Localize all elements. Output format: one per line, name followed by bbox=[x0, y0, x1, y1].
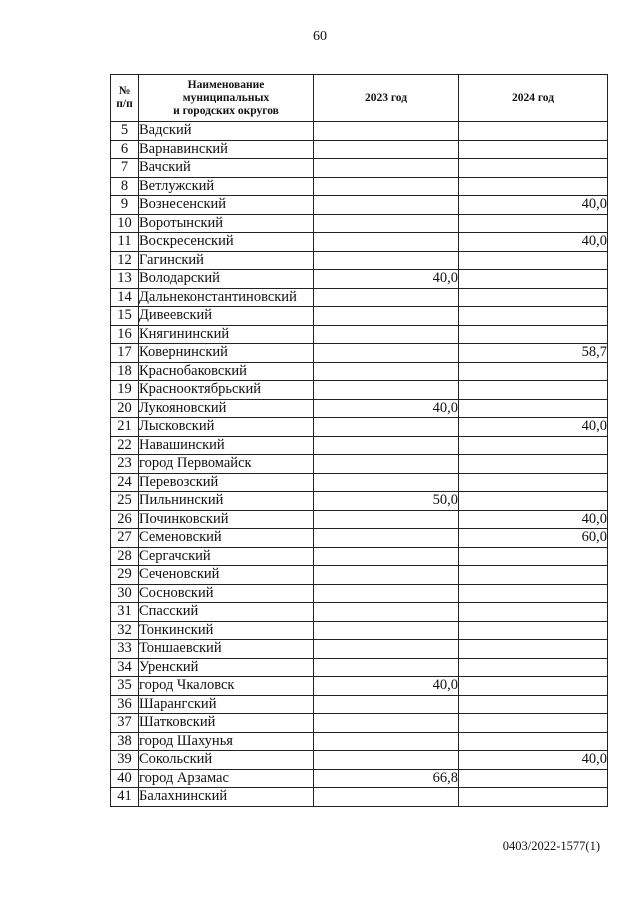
table-row bbox=[111, 214, 608, 233]
row-municipality-name: Шатковский bbox=[139, 714, 314, 733]
row-municipality-name: Сосновский bbox=[139, 584, 314, 603]
row-value-2023: 40,0 bbox=[314, 677, 459, 696]
table-row bbox=[111, 621, 608, 640]
row-number: 9 bbox=[111, 196, 139, 215]
row-value-2023 bbox=[314, 714, 459, 733]
row-value-2024 bbox=[459, 769, 608, 788]
row-value-2023 bbox=[314, 436, 459, 455]
allocation-table bbox=[110, 74, 608, 807]
row-value-2024 bbox=[459, 436, 608, 455]
row-value-2024 bbox=[459, 251, 608, 270]
row-number: 23 bbox=[111, 455, 139, 474]
row-number: 12 bbox=[111, 251, 139, 270]
header-2023-label: 2023 год bbox=[364, 91, 408, 104]
table-row bbox=[111, 677, 608, 696]
row-number: 6 bbox=[111, 140, 139, 159]
row-value-2024: 58,7 bbox=[459, 344, 608, 363]
row-value-2023 bbox=[314, 640, 459, 659]
table-row bbox=[111, 233, 608, 252]
row-value-2024 bbox=[459, 214, 608, 233]
row-value-2024 bbox=[459, 547, 608, 566]
table-row bbox=[111, 399, 608, 418]
table-row bbox=[111, 510, 608, 529]
header-2023 bbox=[314, 75, 459, 122]
row-municipality-name: Сеченовский bbox=[139, 566, 314, 585]
row-municipality-name: Лукояновский bbox=[139, 399, 314, 418]
row-municipality-name: Вадский bbox=[139, 122, 314, 141]
row-number: 22 bbox=[111, 436, 139, 455]
row-municipality-name: Семеновский bbox=[139, 529, 314, 548]
row-number: 24 bbox=[111, 473, 139, 492]
row-value-2024 bbox=[459, 788, 608, 807]
row-number: 13 bbox=[111, 270, 139, 289]
row-municipality-name: Дивеевский bbox=[139, 307, 314, 326]
row-municipality-name: город Шахунья bbox=[139, 732, 314, 751]
table-row bbox=[111, 584, 608, 603]
row-number: 15 bbox=[111, 307, 139, 326]
table-row bbox=[111, 177, 608, 196]
row-number: 11 bbox=[111, 233, 139, 252]
row-municipality-name: Ковернинский bbox=[139, 344, 314, 363]
row-value-2023 bbox=[314, 140, 459, 159]
row-municipality-name: город Арзамас bbox=[139, 769, 314, 788]
table-row bbox=[111, 344, 608, 363]
row-value-2024 bbox=[459, 732, 608, 751]
row-municipality-name: Вачский bbox=[139, 159, 314, 178]
row-value-2024 bbox=[459, 288, 608, 307]
row-value-2023 bbox=[314, 418, 459, 437]
table-row bbox=[111, 418, 608, 437]
row-number: 34 bbox=[111, 658, 139, 677]
row-number: 8 bbox=[111, 177, 139, 196]
row-value-2023 bbox=[314, 196, 459, 215]
row-value-2023 bbox=[314, 381, 459, 400]
row-value-2023 bbox=[314, 177, 459, 196]
row-number: 39 bbox=[111, 751, 139, 770]
table-row bbox=[111, 159, 608, 178]
row-municipality-name: Пильнинский bbox=[139, 492, 314, 511]
header-2024-label: 2024 год bbox=[511, 91, 555, 104]
row-municipality-name: Навашинский bbox=[139, 436, 314, 455]
row-value-2024 bbox=[459, 640, 608, 659]
row-value-2023 bbox=[314, 566, 459, 585]
row-value-2023 bbox=[314, 603, 459, 622]
table-row bbox=[111, 381, 608, 400]
row-municipality-name: Варнавинский bbox=[139, 140, 314, 159]
header-number bbox=[111, 75, 139, 122]
row-value-2024 bbox=[459, 473, 608, 492]
row-value-2023 bbox=[314, 473, 459, 492]
row-value-2023 bbox=[314, 122, 459, 141]
table-row bbox=[111, 529, 608, 548]
row-value-2023 bbox=[314, 233, 459, 252]
row-value-2024: 40,0 bbox=[459, 233, 608, 252]
row-municipality-name: Тонкинский bbox=[139, 621, 314, 640]
row-number: 14 bbox=[111, 288, 139, 307]
row-number: 28 bbox=[111, 547, 139, 566]
row-municipality-name: Шарангский bbox=[139, 695, 314, 714]
table-row bbox=[111, 732, 608, 751]
header-number-label: № п/п bbox=[116, 85, 133, 110]
table-row bbox=[111, 695, 608, 714]
row-number: 30 bbox=[111, 584, 139, 603]
row-number: 20 bbox=[111, 399, 139, 418]
row-value-2024 bbox=[459, 584, 608, 603]
row-municipality-name: Балахнинский bbox=[139, 788, 314, 807]
row-value-2023: 40,0 bbox=[314, 270, 459, 289]
row-value-2023 bbox=[314, 325, 459, 344]
row-number: 10 bbox=[111, 214, 139, 233]
table-body bbox=[111, 122, 608, 807]
row-number: 17 bbox=[111, 344, 139, 363]
table-row bbox=[111, 288, 608, 307]
row-value-2023 bbox=[314, 695, 459, 714]
row-municipality-name: Краснооктябрьский bbox=[139, 381, 314, 400]
row-value-2024 bbox=[459, 325, 608, 344]
row-value-2024 bbox=[459, 566, 608, 585]
row-value-2023: 50,0 bbox=[314, 492, 459, 511]
page-number: 60 bbox=[313, 29, 327, 44]
row-number: 5 bbox=[111, 122, 139, 141]
table-row bbox=[111, 270, 608, 289]
table-row bbox=[111, 122, 608, 141]
row-municipality-name: Уренский bbox=[139, 658, 314, 677]
row-value-2024 bbox=[459, 658, 608, 677]
row-value-2023 bbox=[314, 751, 459, 770]
row-value-2023 bbox=[314, 307, 459, 326]
row-municipality-name: Тоншаевский bbox=[139, 640, 314, 659]
table-row bbox=[111, 492, 608, 511]
table-row bbox=[111, 603, 608, 622]
row-value-2023 bbox=[314, 362, 459, 381]
row-municipality-name: город Первомайск bbox=[139, 455, 314, 474]
row-value-2024 bbox=[459, 399, 608, 418]
table-row bbox=[111, 714, 608, 733]
table-row bbox=[111, 307, 608, 326]
header-name bbox=[139, 75, 314, 122]
row-value-2023 bbox=[314, 288, 459, 307]
row-number: 38 bbox=[111, 732, 139, 751]
row-municipality-name: Ветлужский bbox=[139, 177, 314, 196]
row-value-2024: 40,0 bbox=[459, 418, 608, 437]
row-value-2024 bbox=[459, 603, 608, 622]
row-municipality-name: Володарский bbox=[139, 270, 314, 289]
document-code: 0403/2022-1577(1) bbox=[502, 839, 600, 853]
table-row bbox=[111, 658, 608, 677]
table-row bbox=[111, 325, 608, 344]
row-value-2023 bbox=[314, 584, 459, 603]
table-row bbox=[111, 640, 608, 659]
table-row bbox=[111, 566, 608, 585]
row-value-2024 bbox=[459, 492, 608, 511]
row-number: 41 bbox=[111, 788, 139, 807]
row-value-2024: 40,0 bbox=[459, 510, 608, 529]
row-value-2023 bbox=[314, 547, 459, 566]
row-number: 7 bbox=[111, 159, 139, 178]
row-value-2024 bbox=[459, 159, 608, 178]
table-row bbox=[111, 140, 608, 159]
row-value-2024: 40,0 bbox=[459, 751, 608, 770]
row-municipality-name: Перевозский bbox=[139, 473, 314, 492]
row-number: 36 bbox=[111, 695, 139, 714]
table-row bbox=[111, 788, 608, 807]
row-value-2024 bbox=[459, 270, 608, 289]
header-name-label: Наименование муниципальных и городских округов bbox=[173, 78, 279, 117]
row-value-2023: 40,0 bbox=[314, 399, 459, 418]
row-value-2024 bbox=[459, 122, 608, 141]
row-municipality-name: Починковский bbox=[139, 510, 314, 529]
row-value-2023 bbox=[314, 658, 459, 677]
row-value-2023 bbox=[314, 344, 459, 363]
row-value-2023 bbox=[314, 510, 459, 529]
row-value-2024 bbox=[459, 695, 608, 714]
row-value-2024 bbox=[459, 714, 608, 733]
row-municipality-name: Сергачский bbox=[139, 547, 314, 566]
row-value-2023 bbox=[314, 732, 459, 751]
row-municipality-name: Краснобаковский bbox=[139, 362, 314, 381]
row-value-2023 bbox=[314, 251, 459, 270]
row-number: 31 bbox=[111, 603, 139, 622]
table-row bbox=[111, 751, 608, 770]
row-value-2024: 60,0 bbox=[459, 529, 608, 548]
row-value-2024 bbox=[459, 455, 608, 474]
row-municipality-name: Сокольский bbox=[139, 751, 314, 770]
row-value-2023 bbox=[314, 455, 459, 474]
row-number: 32 bbox=[111, 621, 139, 640]
row-municipality-name: город Чкаловск bbox=[139, 677, 314, 696]
row-number: 16 bbox=[111, 325, 139, 344]
row-value-2023 bbox=[314, 159, 459, 178]
row-value-2024 bbox=[459, 381, 608, 400]
row-number: 37 bbox=[111, 714, 139, 733]
row-number: 29 bbox=[111, 566, 139, 585]
row-value-2024: 40,0 bbox=[459, 196, 608, 215]
row-municipality-name: Воскресенский bbox=[139, 233, 314, 252]
row-value-2023 bbox=[314, 529, 459, 548]
table-row bbox=[111, 473, 608, 492]
row-value-2024 bbox=[459, 307, 608, 326]
row-value-2024 bbox=[459, 362, 608, 381]
table-row bbox=[111, 769, 608, 788]
row-municipality-name: Воротынский bbox=[139, 214, 314, 233]
row-value-2024 bbox=[459, 140, 608, 159]
row-number: 19 bbox=[111, 381, 139, 400]
row-value-2023 bbox=[314, 788, 459, 807]
row-value-2024 bbox=[459, 621, 608, 640]
row-municipality-name: Вознесенский bbox=[139, 196, 314, 215]
row-number: 25 bbox=[111, 492, 139, 511]
header-2024 bbox=[459, 75, 608, 122]
row-municipality-name: Гагинский bbox=[139, 251, 314, 270]
row-value-2023 bbox=[314, 214, 459, 233]
row-municipality-name: Спасский bbox=[139, 603, 314, 622]
row-number: 21 bbox=[111, 418, 139, 437]
row-municipality-name: Княгининский bbox=[139, 325, 314, 344]
row-value-2024 bbox=[459, 177, 608, 196]
row-municipality-name: Лысковский bbox=[139, 418, 314, 437]
row-value-2023: 66,8 bbox=[314, 769, 459, 788]
row-number: 27 bbox=[111, 529, 139, 548]
row-number: 40 bbox=[111, 769, 139, 788]
table-header-row bbox=[111, 75, 608, 122]
table-row bbox=[111, 436, 608, 455]
row-number: 26 bbox=[111, 510, 139, 529]
row-number: 33 bbox=[111, 640, 139, 659]
row-number: 18 bbox=[111, 362, 139, 381]
row-municipality-name: Дальнеконстантиновский bbox=[139, 288, 314, 307]
table-row bbox=[111, 196, 608, 215]
table-row bbox=[111, 547, 608, 566]
table-row bbox=[111, 362, 608, 381]
table-row bbox=[111, 455, 608, 474]
row-value-2024 bbox=[459, 677, 608, 696]
row-value-2023 bbox=[314, 621, 459, 640]
table-row bbox=[111, 251, 608, 270]
row-number: 35 bbox=[111, 677, 139, 696]
